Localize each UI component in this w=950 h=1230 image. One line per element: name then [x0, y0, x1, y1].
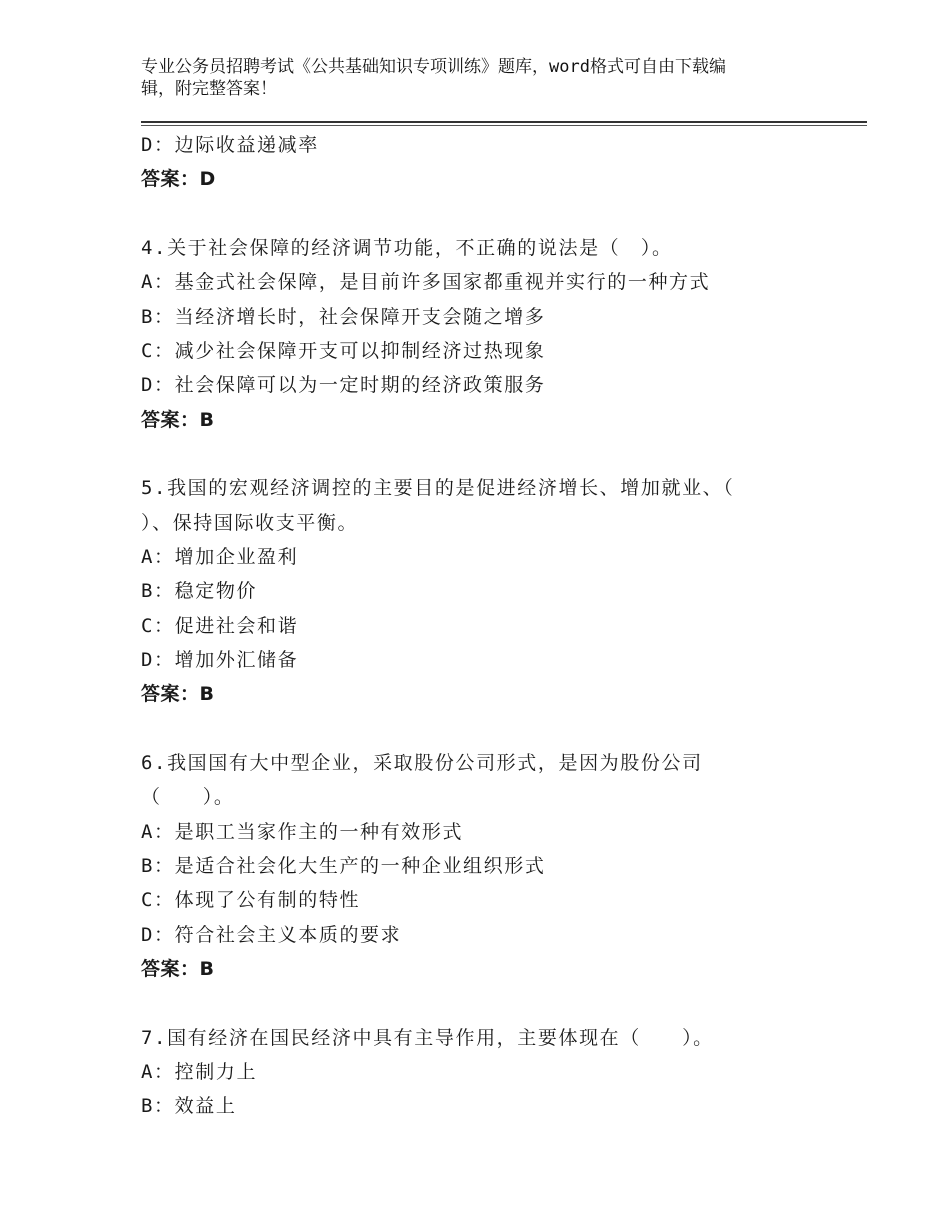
question-stem: 6.我国国有大中型企业，采取股份公司形式，是因为股份公司 [141, 751, 703, 774]
option-c: C：减少社会保障开支可以抑制经济过热现象 [141, 339, 546, 362]
option-b: B：效益上 [141, 1095, 237, 1118]
header-line-1: 专业公务员招聘考试《公共基础知识专项训练》题库，word格式可自由下载编 [141, 57, 726, 77]
option-a: A：增加企业盈利 [141, 545, 299, 568]
question-6 [141, 746, 867, 987]
answer-prev: 答案：D [141, 168, 216, 191]
question-7 [141, 1021, 867, 1124]
option-c: C：体现了公有制的特性 [141, 889, 361, 912]
question-stem-continued: （ ）。 [141, 786, 235, 809]
header-rule-thin [141, 125, 867, 126]
question-stem-continued: ）、保持国际收支平衡。 [141, 511, 359, 534]
header-rule-thick [141, 121, 867, 123]
option-a: A：控制力上 [141, 1060, 258, 1083]
option-d: D：符合社会主义本质的要求 [141, 923, 402, 946]
option-a: A：是职工当家作主的一种有效形式 [141, 820, 464, 843]
document-body [141, 128, 867, 1124]
question-stem: 7.国有经济在国民经济中具有主导作用，主要体现在（ ）。 [141, 1026, 714, 1049]
option-a: A：基金式社会保障，是目前许多国家都重视并实行的一种方式 [141, 271, 711, 294]
question-5 [141, 471, 867, 712]
option-d: D：社会保障可以为一定时期的经济政策服务 [141, 374, 546, 397]
question-4 [141, 231, 867, 437]
option-b: B：当经济增长时，社会保障开支会随之增多 [141, 305, 546, 328]
question-stem: 5.我国的宏观经济调控的主要目的是促进经济增长、增加就业、（ [141, 477, 735, 500]
option-d: D：增加外汇储备 [141, 649, 299, 672]
question-stem: 4.关于社会保障的经济调节功能，不正确的说法是（ ）。 [141, 236, 673, 259]
answer: 答案：B [141, 958, 215, 981]
option-c: C：促进社会和谐 [141, 614, 299, 637]
option-b: B：是适合社会化大生产的一种企业组织形式 [141, 855, 546, 878]
header-line-2: 辑，附完整答案！ [141, 79, 277, 99]
option-b: B：稳定物价 [141, 580, 258, 603]
answer: 答案：B [141, 408, 215, 431]
document-header [141, 56, 801, 100]
answer: 答案：B [141, 683, 215, 706]
option-d-prev: D：边际收益递减率 [141, 134, 319, 156]
